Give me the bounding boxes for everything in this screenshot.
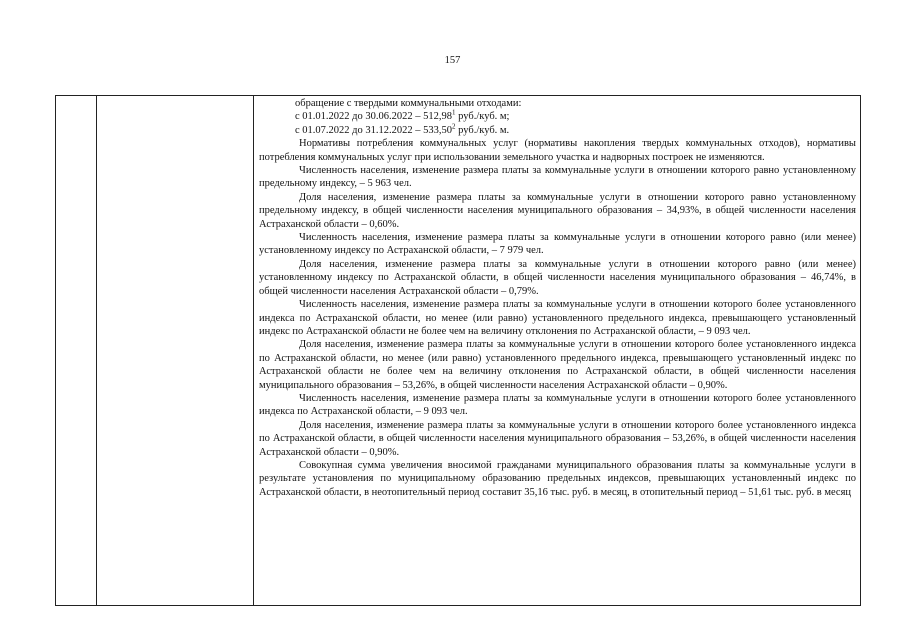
footnote-marker-2: 2 [452, 122, 456, 131]
document-table [55, 95, 861, 606]
paragraph-population-equal-limit: Численность населения, изменение размера платы за коммунальные услуги в отношении которого равно установленному предельному индексу, – 5 963 чел. [259, 165, 856, 190]
paragraph-share-equal-limit: Доля населения, изменение размера платы за коммунальные услуги в отношении которого равно установленному предельному индексу, в общей численности населения муниципального образования – 34,93%, в общей численности населения Астраханской области – 0,60%. [259, 191, 856, 230]
rate-line-2-text: с 01.07.2022 до 31.12.2022 – 533,50 [295, 124, 453, 136]
paragraph-population-within-deviation: Численность населения, изменение размера платы за коммунальные услуги в отношении которого более установленного индекса по Астраханской области, но менее (или равно) установленного предельного индекса, превышающего установленный индекс по Астраханской области не более чем на величину отклонения по Астраханской области, – 9 093 чел. [259, 299, 856, 337]
column-divider-2 [253, 96, 254, 605]
paragraph-total-increase: Совокупная сумма увеличения вносимой гражданами муниципального образования платы за коммунальные услуги в результате установления по муниципальному образованию предельных индексов, превышающих установленный индекс по Астраханской области, в неотопительный период составит 35,16 тыс. руб. в месяц, в отопительный период – 51,61 тыс. руб. в месяц [259, 459, 856, 498]
rate-line-2 [259, 124, 856, 137]
table-text-cell [259, 97, 856, 499]
column-divider-1 [96, 96, 97, 605]
rate-line-1-text: с 01.01.2022 до 30.06.2022 – 512,98 [295, 111, 453, 123]
footnote-marker-1: 1 [452, 108, 456, 117]
rate-line-1 [259, 110, 856, 123]
rate-intro: обращение с твердыми коммунальными отходами: [295, 98, 522, 109]
paragraph-share-below-index: Доля населения, изменение размера платы за коммунальные услуги в отношении которого равно (или менее) установленному индексу по Астраханской области, в общей численности населения муниципального образования – 46,74%, в общей численности населения Астраханской области – 0,79%. [259, 258, 856, 297]
paragraph-population-below-index: Численность населения, изменение размера платы за коммунальные услуги в отношении которого равно (или менее) установленному индексу по Астраханской области, – 7 979 чел. [259, 232, 856, 257]
paragraph-population-above-index: Численность населения, изменение размера платы за коммунальные услуги в отношении которого более установленного индекса по Астраханской области, – 9 093 чел. [259, 392, 856, 418]
page-number: 157 [444, 55, 461, 66]
paragraph-share-above-index: Доля населения, изменение размера платы за коммунальные услуги в отношении которого более установленного индекса по Астраханской области, в общей численности населения муниципального образования – 53,26%, в общей численности населения Астраханской области – 0,90%. [259, 419, 856, 458]
rate-line-2-unit: руб./куб. м. [455, 124, 510, 136]
paragraph-share-within-deviation: Доля населения, изменение размера платы за коммунальные услуги в отношении которого более установленного индекса по Астраханской области, но менее (или равно) установленного предельного индекса, превышающего установленный индекс по Астраханской области не более чем на величину отклонения по Астраханской области, в общей численности населения муниципального образования – 53,26%, в общей численности населения Астраханской области – 0,90%. [259, 339, 856, 391]
rate-line-1-unit: руб./куб. м; [455, 111, 510, 123]
paragraph-norms: Нормативы потребления коммунальных услуг (нормативы накопления твердых коммунальных отходов), нормативы потребления коммунальных услуг при использовании земельного участка и надворных построек не изменяются. [259, 138, 856, 163]
